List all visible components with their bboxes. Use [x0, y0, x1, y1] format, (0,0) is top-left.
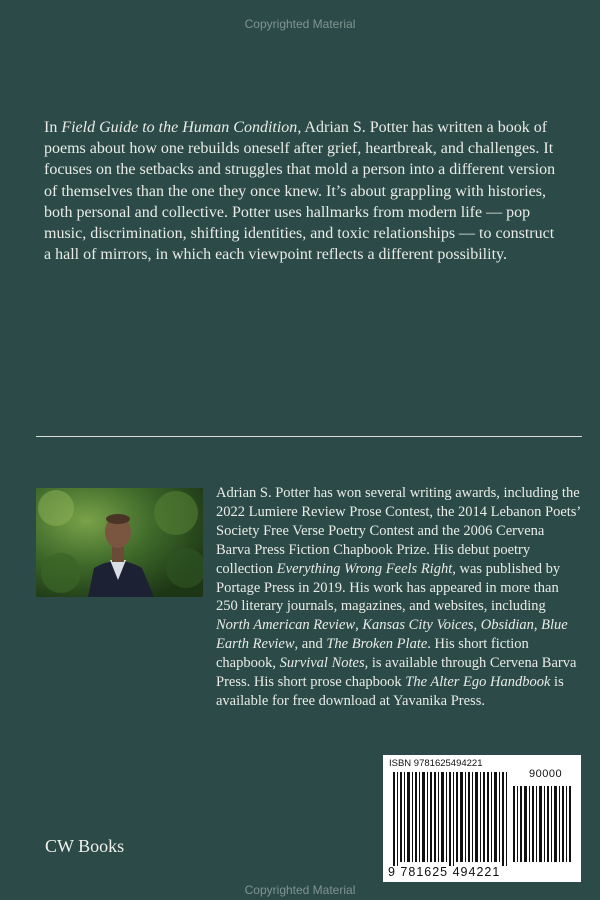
- bio-title: Kansas City Voices: [362, 617, 474, 634]
- isbn-barcode: [383, 755, 581, 882]
- blurb-text: , Adrian S. Potter has written a book of poems about how one rebuilds oneself after grief, heartbreak, and challenges. It focuses on the setbacks and struggles that mold a person into a different version of themselves than the one they once knew. It’s about grappling with histories, both personal and collective. Potter uses hallmarks from modern life — pop music, discrimination, shifting identities, and toxic relationships — to construct a hall of mirrors, in which each viewpoint reflects a different possibility.: [44, 119, 556, 264]
- blurb-intro: In: [44, 119, 62, 136]
- bio-text: , is available through Cervena Barva Press. His short prose chapbook: [216, 655, 577, 691]
- bio-text: was published by Portage Press in 2019. His work has appeared in more than 250 literary journals, magazines, and websites, including: [216, 560, 561, 615]
- bio-title: North American Review: [216, 617, 356, 634]
- divider-rule: [36, 436, 582, 437]
- bio-title: The Broken Plate: [326, 636, 428, 653]
- watermark-top: Copyrighted Material: [244, 17, 356, 31]
- isbn-label: ISBN 9781625494221: [389, 758, 483, 769]
- bio-text: ,: [355, 617, 363, 634]
- bio-title: Survival Notes: [279, 655, 365, 672]
- publisher-name: CW Books: [45, 836, 125, 856]
- author-portrait-image: [36, 488, 203, 597]
- author-bio: [216, 484, 582, 711]
- barcode-bars: [393, 768, 573, 866]
- bio-text: , and: [294, 636, 327, 653]
- bio-title: Blue Earth Review: [216, 617, 568, 653]
- bio-title: The Alter Ego Handbook: [405, 674, 551, 691]
- bio-text: ,: [533, 617, 542, 634]
- price-code: 90000: [529, 768, 563, 780]
- bio-text: Adrian S. Potter has won several writing awards, including the 2022 Lumiere Review Prose Contest, the 2014 Lebanon Poets’ Society Free Verse Poetry Contest and the 2006 Cervena Barva Press Fiction Chapbook Prize. His debut poetry collection: [216, 485, 581, 577]
- bio-text: ,: [473, 617, 481, 634]
- isbn-digits: 9 781625 494221: [388, 865, 501, 879]
- watermark-bottom: Copyrighted Material: [244, 883, 356, 897]
- bio-text: is available for free download at Yavanika Press.: [216, 674, 564, 709]
- author-photo: [36, 488, 203, 597]
- back-cover-blurb: [44, 117, 564, 265]
- bio-title: Obsidian: [480, 617, 534, 634]
- bio-text: . His short fiction chapbook,: [216, 636, 529, 672]
- bio-title: Everything Wrong Feels Right,: [276, 560, 456, 577]
- blurb-book-title: Field Guide to the Human Condition: [61, 119, 298, 136]
